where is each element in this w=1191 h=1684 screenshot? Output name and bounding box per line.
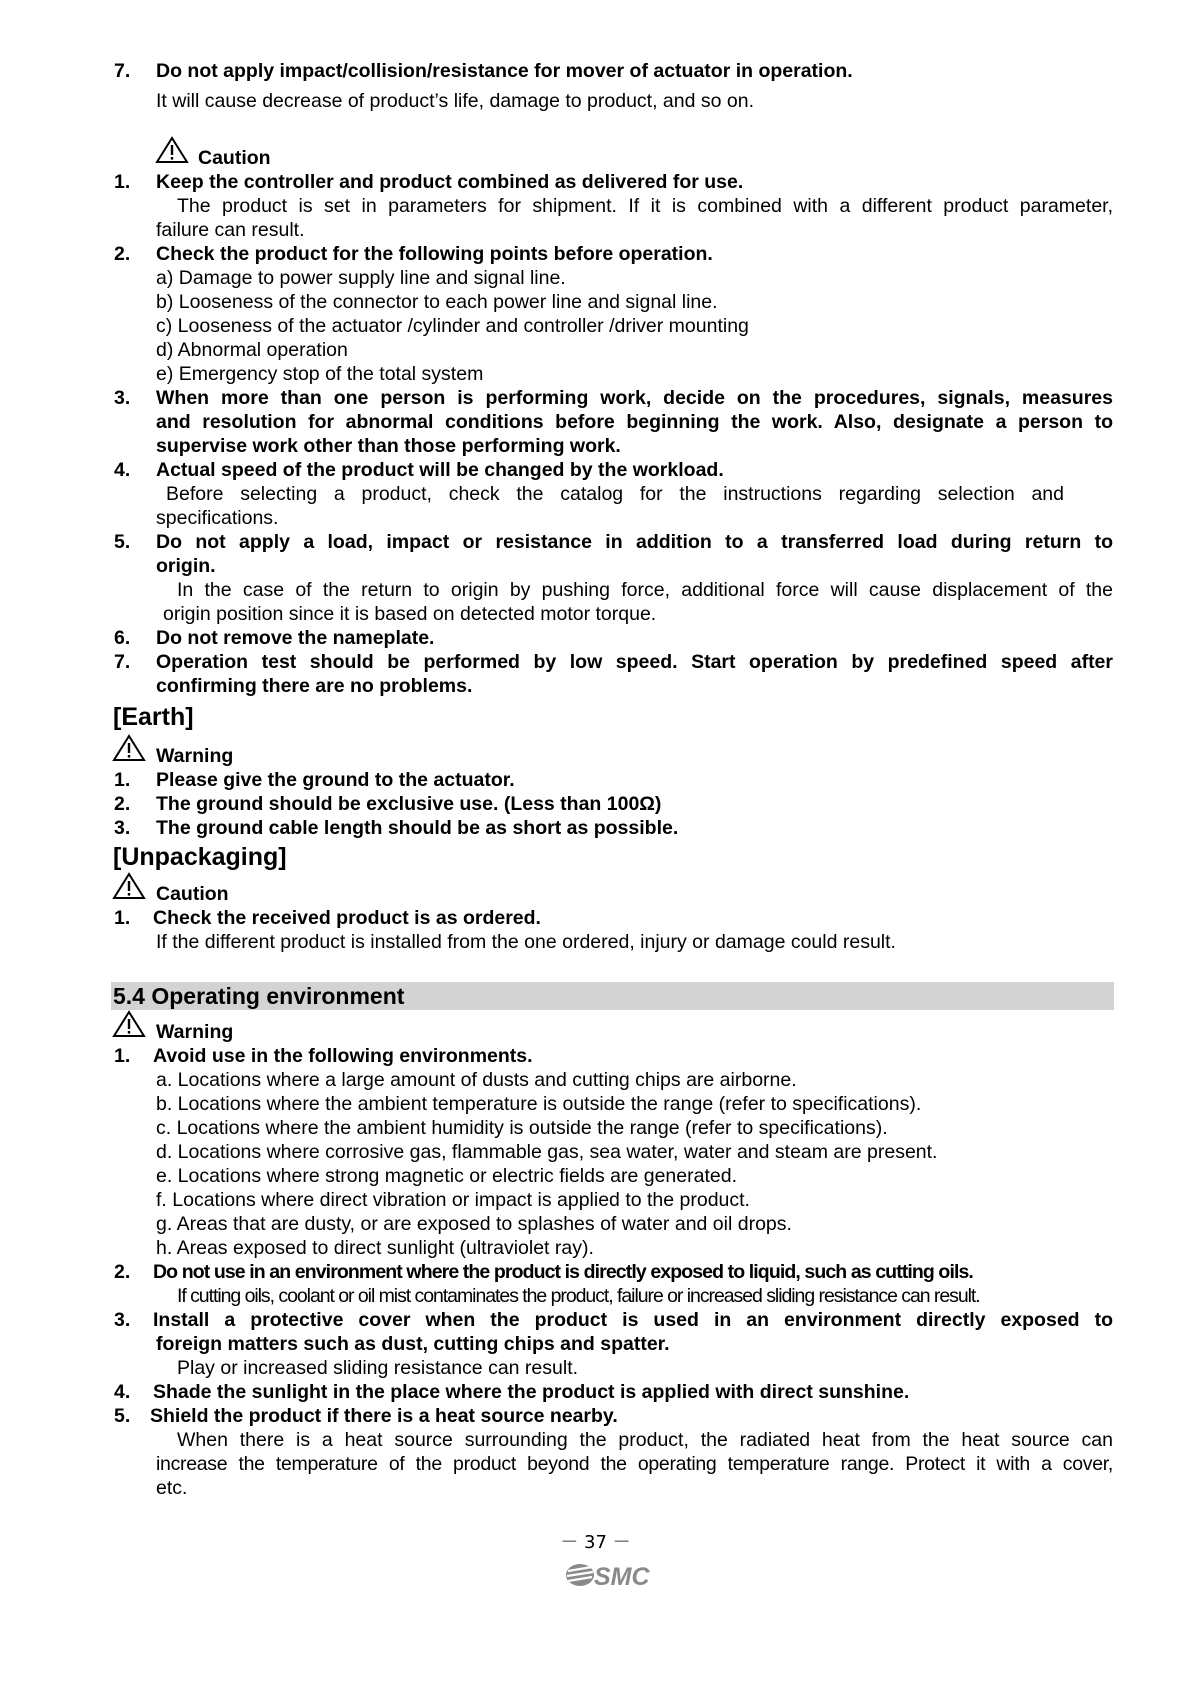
- page-number: － 37 －: [560, 1532, 631, 1553]
- section-heading: 5.4 Operating environment: [113, 983, 405, 1009]
- item-number: 3.: [114, 387, 131, 409]
- sub-item-text: e) Emergency stop of the total system: [156, 363, 484, 385]
- item-number: 1.: [114, 769, 131, 791]
- item-title: supervise work other than those performing work.: [156, 435, 621, 457]
- item-text: origin position since it is based on detected motor torque.: [163, 603, 657, 625]
- item-number: 5.: [114, 1405, 131, 1427]
- sub-item-text: e. Locations where strong magnetic or electric fields are generated.: [156, 1165, 737, 1187]
- item-number: 1.: [114, 1045, 131, 1067]
- caution-label: Caution: [156, 883, 229, 905]
- item-title: confirming there are no problems.: [156, 675, 473, 697]
- item-title: foreign matters such as dust, cutting chips and spatter.: [156, 1333, 670, 1355]
- item-title: Do not remove the nameplate.: [156, 627, 435, 649]
- item-text: Before selecting a product, check the catalog for the instructions regarding selection and: [166, 483, 1064, 505]
- item-number: 3.: [114, 817, 131, 839]
- item-title: Avoid use in the following environments.: [153, 1045, 533, 1067]
- item-title: Do not use in an environment where the product is directly exposed to liquid, such as cutting oils.: [153, 1261, 973, 1283]
- item-number: 2.: [114, 793, 131, 815]
- item-title: Shield the product if there is a heat source nearby.: [150, 1405, 618, 1427]
- item-text: If the different product is installed from the one ordered, injury or damage could result.: [156, 931, 896, 953]
- item-number: 5.: [114, 531, 131, 553]
- warning-triangle-icon: [112, 872, 146, 900]
- item-number: 2.: [114, 1261, 131, 1283]
- earth-heading: [Earth]: [113, 703, 194, 731]
- sub-item-text: d) Abnormal operation: [156, 339, 348, 361]
- item-number: 7.: [114, 651, 131, 673]
- sub-item-text: d. Locations where corrosive gas, flammable gas, sea water, water and steam are present.: [156, 1141, 938, 1163]
- sub-item-text: c. Locations where the ambient humidity is outside the range (refer to specifications).: [156, 1117, 888, 1139]
- item-text: specifications.: [156, 507, 279, 529]
- item-text: It will cause decrease of product’s life, damage to product, and so on.: [156, 90, 754, 112]
- item-number: 3.: [114, 1309, 131, 1331]
- item-title: Actual speed of the product will be changed by the workload.: [156, 459, 724, 481]
- item-text: When there is a heat source surrounding the product, the radiated heat from the heat source can: [177, 1429, 1113, 1451]
- smc-logo: [564, 1560, 664, 1590]
- item-text: etc.: [156, 1477, 188, 1499]
- item-title: The ground should be exclusive use. (Less than 100Ω): [156, 793, 662, 815]
- item-title: origin.: [156, 555, 216, 577]
- item-text: increase the temperature of the product beyond the operating temperature range. Protect it with a cover,: [156, 1453, 1113, 1475]
- sub-item-text: c) Looseness of the actuator /cylinder and controller /driver mounting: [156, 315, 749, 337]
- warning-label: Warning: [156, 745, 234, 767]
- warning-label: Warning: [156, 1021, 234, 1043]
- sub-item-text: a) Damage to power supply line and signal line.: [156, 267, 566, 289]
- sub-item-text: f. Locations where direct vibration or impact is applied to the product.: [156, 1189, 750, 1211]
- warning-triangle-icon: [112, 1010, 146, 1038]
- smc-logo-text: SMC: [594, 1563, 650, 1590]
- item-title: Check the received product is as ordered.: [153, 907, 541, 929]
- item-number: 1.: [114, 907, 131, 929]
- sub-item-text: b) Looseness of the connector to each power line and signal line.: [156, 291, 718, 313]
- item-text: If cutting oils, coolant or oil mist contaminates the product, failure or increased sliding resistance can result.: [177, 1285, 980, 1307]
- item-title: The ground cable length should be as short as possible.: [156, 817, 679, 839]
- item-text: failure can result.: [156, 219, 305, 241]
- sub-item-text: a. Locations where a large amount of dusts and cutting chips are airborne.: [156, 1069, 797, 1091]
- section-heading-band: [111, 982, 1114, 1010]
- item-title: Do not apply impact/collision/resistance for mover of actuator in operation.: [156, 60, 853, 82]
- sub-item-text: b. Locations where the ambient temperature is outside the range (refer to specifications).: [156, 1093, 922, 1115]
- item-number: 4.: [114, 459, 131, 481]
- item-title: and resolution for abnormal conditions before beginning the work. Also, designate a person to: [156, 411, 1113, 433]
- item-number: 2.: [114, 243, 131, 265]
- sub-item-text: g. Areas that are dusty, or are exposed to splashes of water and oil drops.: [156, 1213, 792, 1235]
- item-title: Check the product for the following points before operation.: [156, 243, 713, 265]
- item-title: Install a protective cover when the product is used in an environment directly exposed to: [153, 1309, 1113, 1331]
- warning-triangle-icon: [155, 136, 189, 164]
- item-title: Shade the sunlight in the place where the product is applied with direct sunshine.: [153, 1381, 910, 1403]
- item-text: Play or increased sliding resistance can result.: [177, 1357, 579, 1379]
- item-title: Keep the controller and product combined as delivered for use.: [156, 171, 744, 193]
- item-number: 7.: [114, 60, 131, 82]
- item-title: Operation test should be performed by low speed. Start operation by predefined speed after: [156, 651, 1113, 673]
- item-number: 1.: [114, 171, 131, 193]
- warning-triangle-icon: [112, 734, 146, 762]
- item-title: Please give the ground to the actuator.: [156, 769, 515, 791]
- sub-item-text: h. Areas exposed to direct sunlight (ultraviolet ray).: [156, 1237, 594, 1259]
- caution-label: Caution: [198, 147, 271, 169]
- item-text: The product is set in parameters for shipment. If it is combined with a different product parameter,: [177, 195, 1113, 217]
- item-number: 6.: [114, 627, 131, 649]
- item-title: Do not apply a load, impact or resistance in addition to a transferred load during return to: [156, 531, 1113, 553]
- item-title: When more than one person is performing work, decide on the procedures, signals, measures: [156, 387, 1113, 409]
- item-number: 4.: [114, 1381, 131, 1403]
- item-text: In the case of the return to origin by pushing force, additional force will cause displacement of the: [177, 579, 1113, 601]
- unpackaging-heading: [Unpackaging]: [113, 843, 287, 871]
